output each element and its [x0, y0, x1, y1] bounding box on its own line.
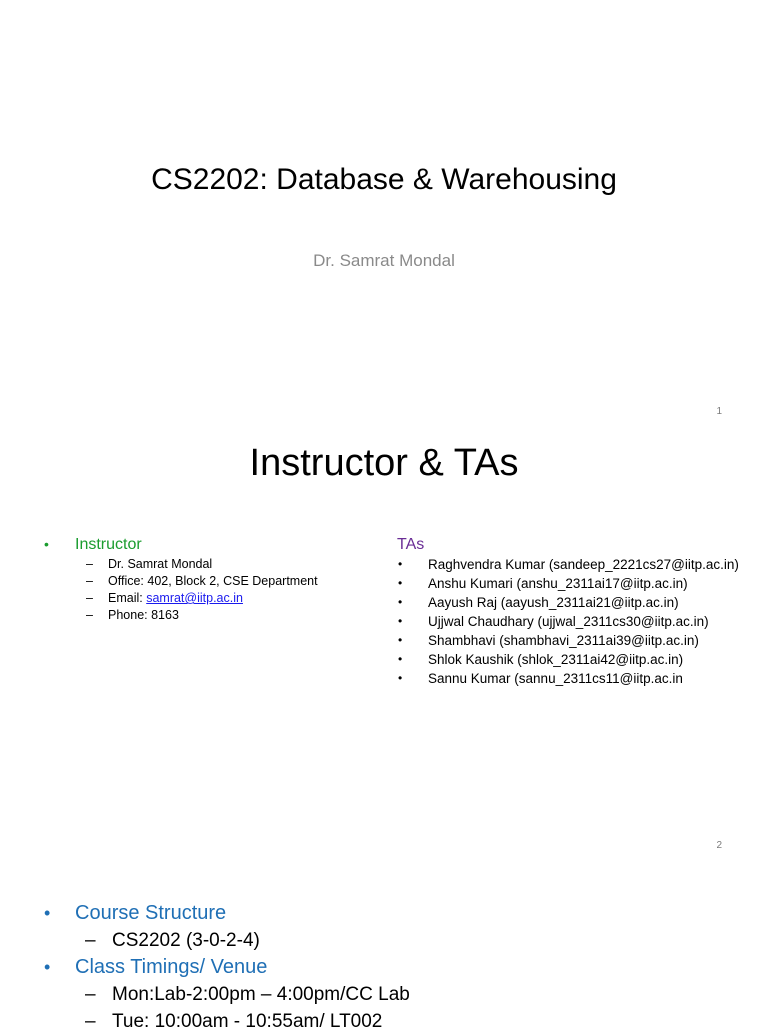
bullet-icon: • [398, 652, 403, 666]
instructor-name: Dr. Samrat Mondal [108, 557, 213, 571]
slide-2 [0, 432, 768, 864]
list-item [44, 900, 410, 927]
instructor-heading: Instructor [75, 536, 142, 553]
class-timings-heading: Class Timings/ Venue [75, 956, 268, 978]
bullet-icon: • [398, 595, 403, 609]
course-info-list [44, 900, 410, 1035]
timing-tuesday: Tue: 10:00am - 10:55am/ LT002 [112, 1011, 383, 1032]
bullet-icon: • [398, 557, 403, 571]
list-item: • Anshu Kumari (anshu_2311ai17@iitp.ac.in) [398, 576, 688, 591]
list-item: • Raghvendra Kumar (sandeep_2221cs27@iitp.ac.in) [398, 557, 739, 572]
slide-3 [0, 864, 768, 1032]
instructor-section [44, 535, 364, 624]
list-item: • Sannu Kumar (sannu_2311cs11@iitp.ac.in [398, 671, 683, 686]
list-item: – Office: 402, Block 2, CSE Department [86, 574, 318, 588]
email-label: Email: [108, 591, 147, 605]
list-item: – Mon:Lab-2:00pm – 4:00pm/CC Lab [85, 981, 410, 1008]
tas-heading: TAs [397, 536, 425, 553]
slide-subtitle: Dr. Samrat Mondal [313, 251, 455, 270]
course-code: CS2202 (3-0-2-4) [112, 930, 260, 951]
bullet-icon: • [398, 614, 403, 628]
slide-1 [0, 0, 768, 432]
list-item: – Tue: 10:00am - 10:55am/ LT002 [85, 1008, 410, 1035]
ta-list [397, 556, 757, 687]
slide-title: Instructor & TAs [249, 442, 519, 484]
slide-title: CS2202: Database & Warehousing [151, 163, 617, 196]
timing-monday: Mon:Lab-2:00pm – 4:00pm/CC Lab [112, 984, 410, 1005]
bullet-icon: • [44, 903, 51, 923]
course-structure-heading: Course Structure [75, 902, 227, 924]
list-item: • Aayush Raj (aayush_2311ai21@iitp.ac.in) [398, 595, 679, 610]
list-item: – Email: samrat@iitp.ac.in [86, 591, 243, 605]
list-item: • Shambhavi (shambhavi_2311ai39@iitp.ac.in) [398, 633, 699, 648]
list-item: – CS2202 (3-0-2-4) [85, 927, 410, 954]
email-link[interactable]: samrat@iitp.ac.in [146, 591, 243, 605]
list-item: • Shlok Kaushik (shlok_2311ai42@iitp.ac.in) [398, 652, 684, 667]
list-item [44, 954, 410, 981]
list-item: – Phone: 8163 [86, 608, 179, 622]
list-item: • Ujjwal Chaudhary (ujjwal_2311cs30@iitp.ac.in) [398, 614, 709, 629]
bullet-icon: • [44, 536, 49, 552]
instructor-phone: Phone: 8163 [108, 608, 179, 622]
bullet-icon: • [398, 633, 403, 647]
bullet-icon: • [44, 957, 51, 977]
page-number: 1 [716, 406, 722, 417]
instructor-details [86, 556, 364, 624]
bullet-icon: • [398, 576, 403, 590]
tas-section [397, 535, 757, 689]
list-item: – Dr. Samrat Mondal [86, 557, 213, 571]
page-number: 2 [716, 840, 722, 851]
bullet-icon: • [398, 671, 403, 685]
instructor-office: Office: 402, Block 2, CSE Department [108, 574, 318, 588]
